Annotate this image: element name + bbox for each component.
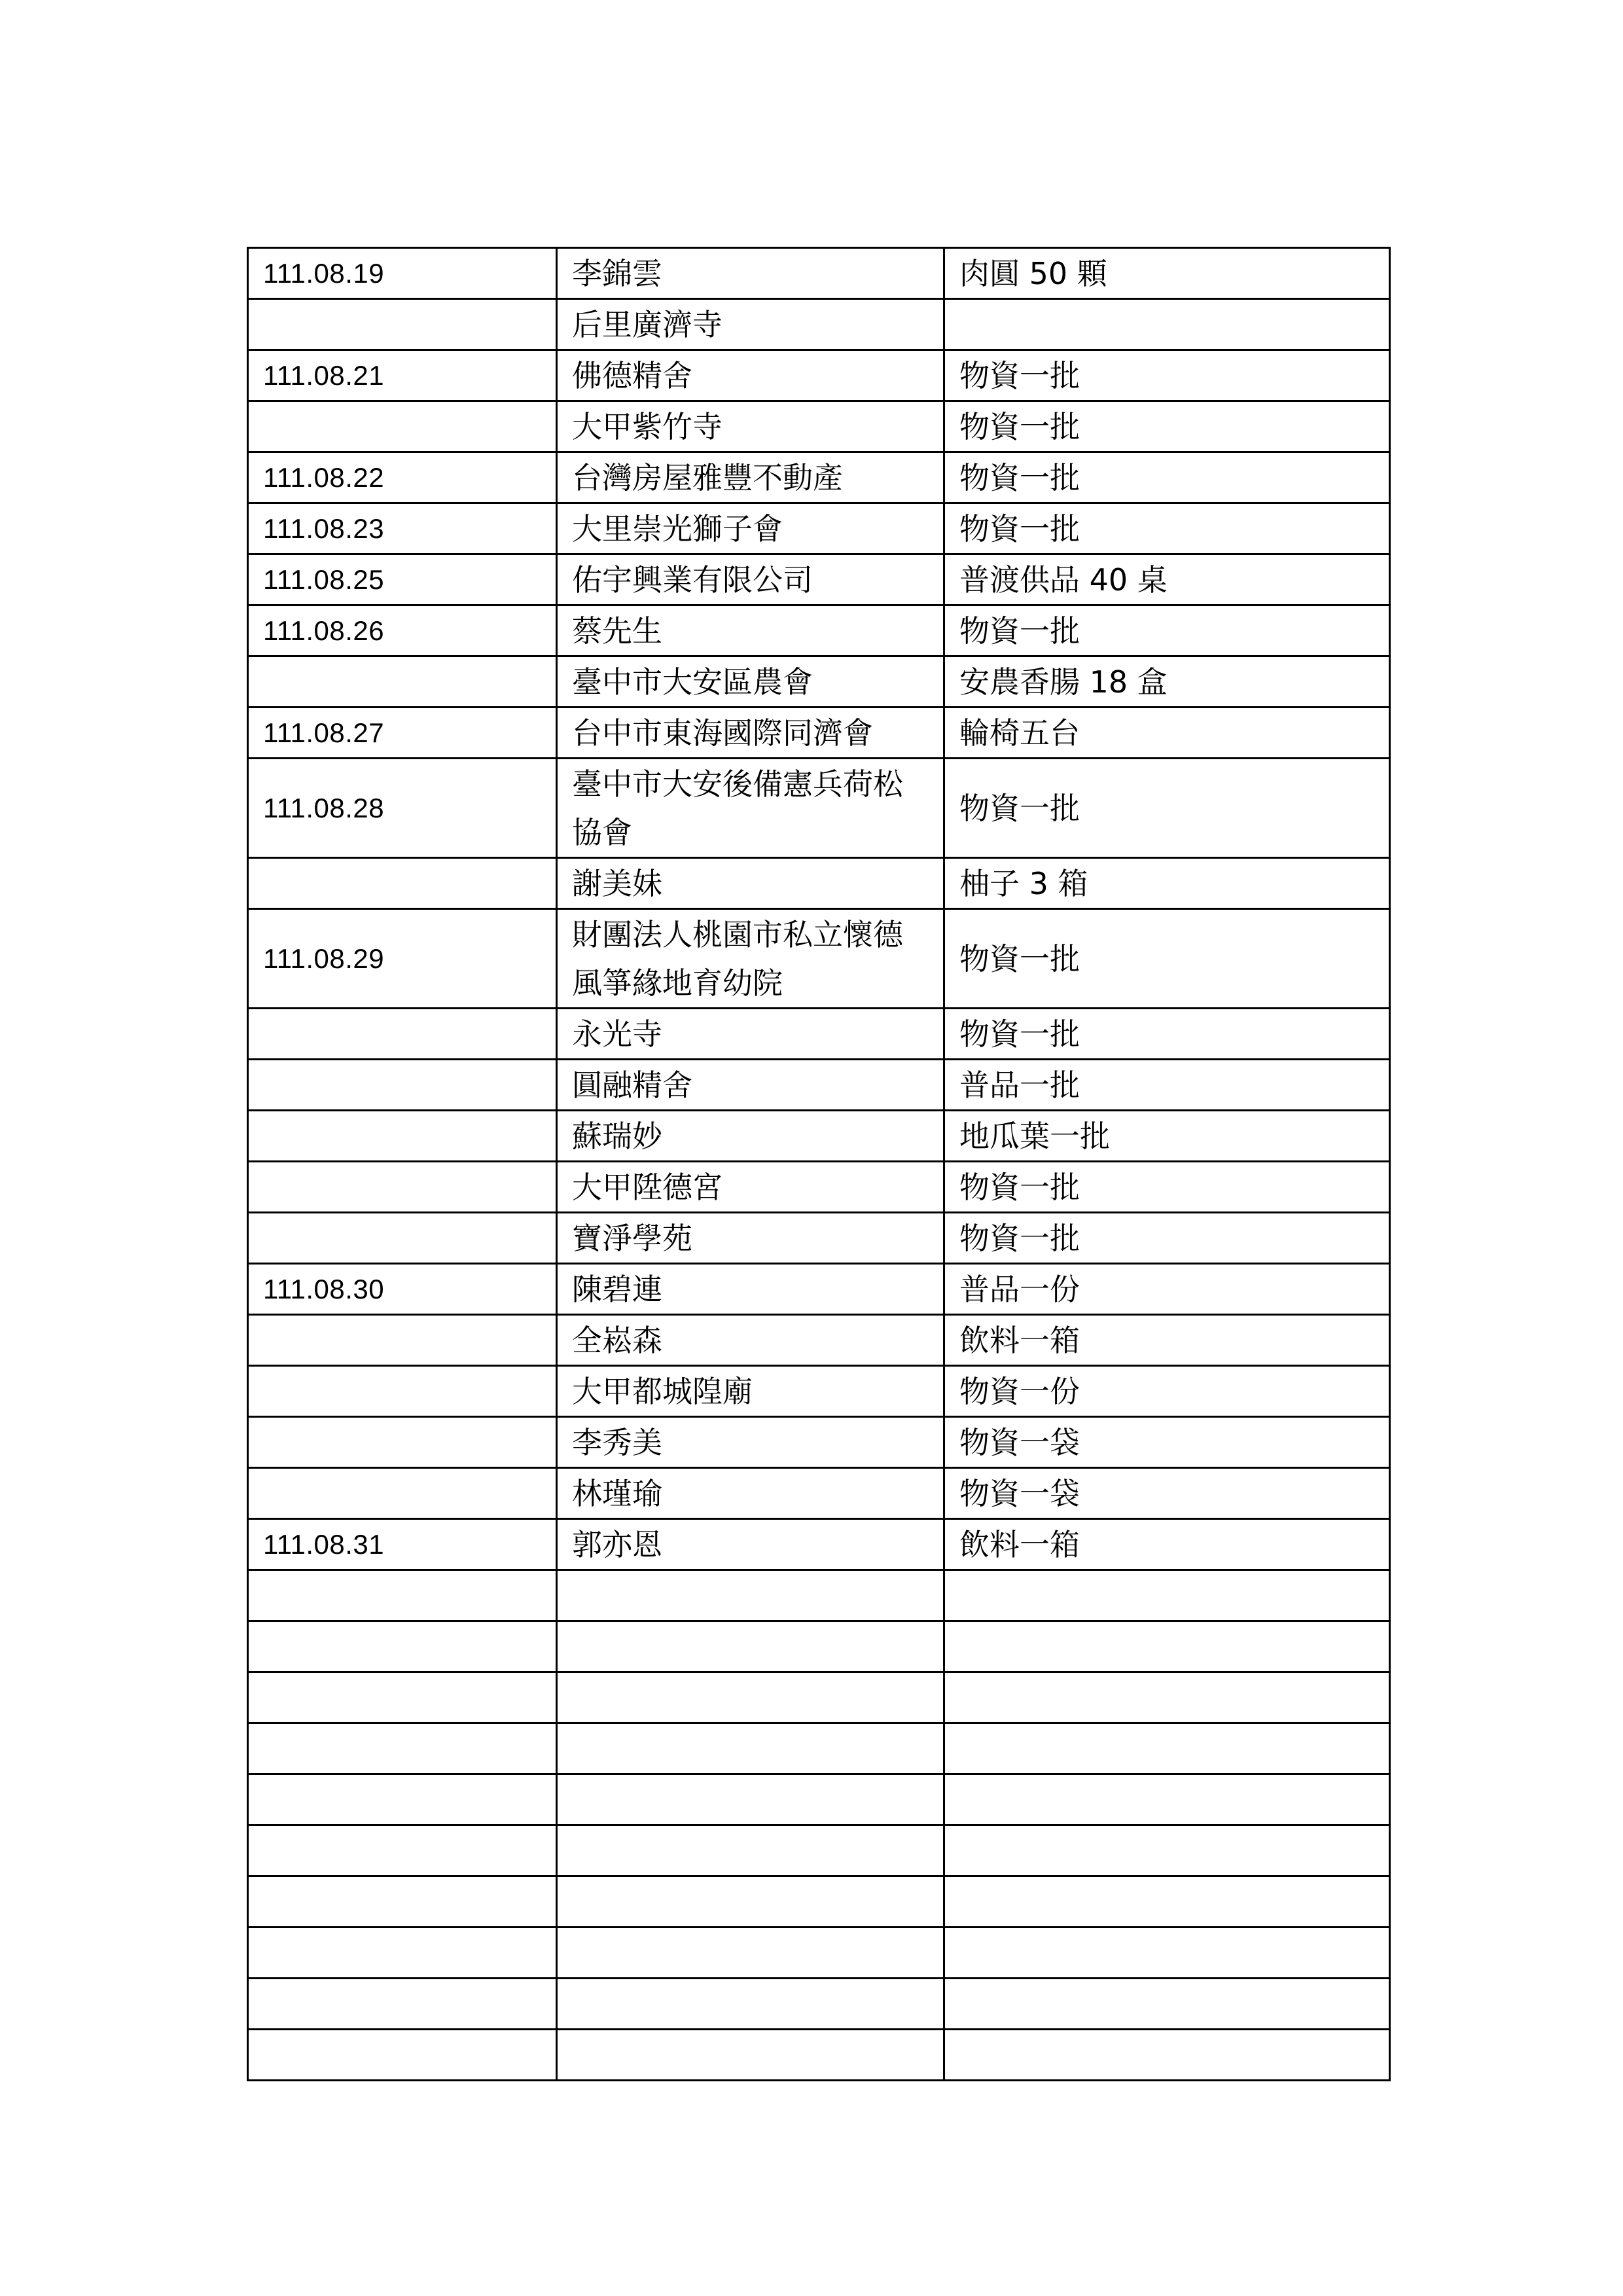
donor-cell: 蘇瑞妙 [557,1111,944,1162]
item-cell: 物資一批 [944,350,1390,401]
empty-cell [248,1825,557,1876]
table-row [248,452,1390,503]
date-cell: 111.08.19 [248,248,557,299]
donor-cell: 林瑾瑜 [557,1468,944,1519]
empty-cell [944,2030,1390,2081]
item-cell: 安農香腸 18 盒 [944,656,1390,708]
empty-cell [557,1621,944,1672]
item-cell: 物資一批 [944,452,1390,503]
table-row [248,299,1390,350]
empty-cell [944,1979,1390,2030]
date-cell [248,858,557,909]
empty-cell [248,1621,557,1672]
item-cell: 物資一批 [944,503,1390,554]
date-cell [248,299,557,350]
empty-cell [248,1979,557,2030]
empty-cell [248,2030,557,2081]
table-row [248,1060,1390,1111]
empty-table-row [248,1672,1390,1723]
donor-cell: 李秀美 [557,1417,944,1468]
empty-cell [944,1570,1390,1621]
date-cell: 111.08.22 [248,452,557,503]
empty-cell [557,1723,944,1774]
item-cell: 地瓜葉一批 [944,1111,1390,1162]
donor-cell: 圓融精舍 [557,1060,944,1111]
item-cell: 物資一批 [944,759,1390,858]
empty-table-row [248,1979,1390,2030]
donor-cell: 郭亦恩 [557,1519,944,1570]
item-cell: 普品一批 [944,1060,1390,1111]
empty-cell [557,1876,944,1928]
table-row [248,248,1390,299]
empty-cell [248,1570,557,1621]
empty-table-row [248,2030,1390,2081]
item-cell: 物資一批 [944,1162,1390,1213]
donor-cell: 大里崇光獅子會 [557,503,944,554]
donor-cell: 寶淨學苑 [557,1213,944,1264]
donor-cell: 永光寺 [557,1009,944,1060]
table-row [248,1417,1390,1468]
date-cell: 111.08.29 [248,909,557,1009]
donation-table [247,247,1391,2081]
date-cell [248,1111,557,1162]
item-cell [944,299,1390,350]
item-cell: 物資一袋 [944,1468,1390,1519]
donor-cell: 佛德精舍 [557,350,944,401]
item-cell: 物資一批 [944,605,1390,656]
table-row [248,1111,1390,1162]
donor-cell: 大甲都城隍廟 [557,1366,944,1417]
date-cell [248,1366,557,1417]
date-cell [248,1213,557,1264]
empty-cell [248,1723,557,1774]
date-cell [248,1009,557,1060]
date-cell: 111.08.28 [248,759,557,858]
donor-cell: 台中市東海國際同濟會 [557,708,944,759]
item-cell: 物資一批 [944,1213,1390,1264]
donor-cell: 台灣房屋雅豐不動產 [557,452,944,503]
empty-cell [944,1621,1390,1672]
empty-cell [944,1723,1390,1774]
donor-cell: 佑宇興業有限公司 [557,554,944,605]
date-cell: 111.08.21 [248,350,557,401]
donor-cell: 大甲陞德宮 [557,1162,944,1213]
item-cell: 飲料一箱 [944,1315,1390,1366]
table-row [248,1468,1390,1519]
empty-cell [944,1876,1390,1928]
date-cell [248,1060,557,1111]
table-row [248,1009,1390,1060]
table-row [248,1213,1390,1264]
table-row [248,605,1390,656]
donor-cell: 陳碧連 [557,1264,944,1315]
empty-cell [248,1774,557,1825]
date-cell [248,1315,557,1366]
empty-cell [557,1672,944,1723]
donor-cell: 臺中市大安後備憲兵荷松協會 [557,759,944,858]
date-cell: 111.08.30 [248,1264,557,1315]
table-row [248,759,1390,858]
table-row [248,708,1390,759]
table-row [248,401,1390,452]
donor-cell: 李錦雲 [557,248,944,299]
table-row [248,1264,1390,1315]
table-row [248,656,1390,708]
donor-cell: 謝美妹 [557,858,944,909]
item-cell: 輪椅五台 [944,708,1390,759]
empty-cell [944,1774,1390,1825]
date-cell: 111.08.26 [248,605,557,656]
table-row [248,858,1390,909]
date-cell: 111.08.23 [248,503,557,554]
empty-cell [557,1570,944,1621]
date-cell [248,1468,557,1519]
empty-cell [557,1774,944,1825]
item-cell: 飲料一箱 [944,1519,1390,1570]
item-cell: 物資一份 [944,1366,1390,1417]
empty-cell [557,1928,944,1979]
item-cell: 物資一批 [944,401,1390,452]
donor-cell: 大甲紫竹寺 [557,401,944,452]
date-cell [248,1162,557,1213]
empty-table-row [248,1723,1390,1774]
empty-table-row [248,1876,1390,1928]
donor-cell: 財團法人桃園市私立懷德風箏緣地育幼院 [557,909,944,1009]
empty-cell [557,1979,944,2030]
item-cell: 普品一份 [944,1264,1390,1315]
table-row [248,503,1390,554]
empty-cell [248,1928,557,1979]
table-row [248,350,1390,401]
item-cell: 物資一袋 [944,1417,1390,1468]
item-cell: 物資一批 [944,1009,1390,1060]
empty-cell [944,1672,1390,1723]
empty-cell [557,2030,944,2081]
donor-cell: 蔡先生 [557,605,944,656]
date-cell [248,656,557,708]
empty-table-row [248,1570,1390,1621]
empty-cell [248,1876,557,1928]
empty-cell [944,1928,1390,1979]
empty-cell [944,1825,1390,1876]
donor-cell: 后里廣濟寺 [557,299,944,350]
table-row [248,1315,1390,1366]
table-row [248,909,1390,1009]
date-cell: 111.08.25 [248,554,557,605]
table-row [248,554,1390,605]
item-cell: 普渡供品 40 桌 [944,554,1390,605]
item-cell: 柚子 3 箱 [944,858,1390,909]
donation-table-body [248,248,1390,2081]
empty-cell [557,1825,944,1876]
date-cell [248,1417,557,1468]
date-cell: 111.08.31 [248,1519,557,1570]
donor-cell: 臺中市大安區農會 [557,656,944,708]
table-row [248,1366,1390,1417]
date-cell [248,401,557,452]
table-row [248,1519,1390,1570]
date-cell: 111.08.27 [248,708,557,759]
empty-table-row [248,1928,1390,1979]
empty-table-row [248,1825,1390,1876]
donor-cell: 全崧森 [557,1315,944,1366]
item-cell: 肉圓 50 顆 [944,248,1390,299]
empty-cell [248,1672,557,1723]
table-row [248,1162,1390,1213]
empty-table-row [248,1621,1390,1672]
empty-table-row [248,1774,1390,1825]
item-cell: 物資一批 [944,909,1390,1009]
